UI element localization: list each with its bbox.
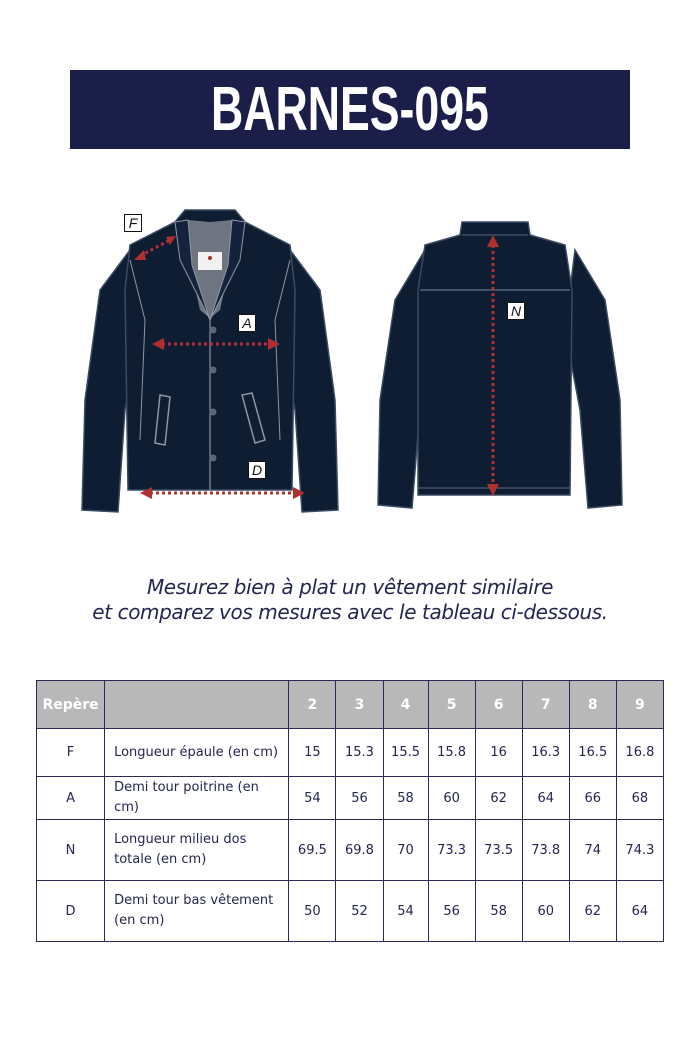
header-size: 6: [475, 681, 522, 729]
instructions-line-1: Mesurez bien à plat un vêtement similaire: [146, 575, 554, 599]
table-row: [37, 729, 664, 777]
header-size: 5: [428, 681, 475, 729]
header-size: 9: [616, 681, 663, 729]
cell-value: 15: [289, 729, 336, 777]
table-row: [37, 777, 664, 820]
header-repere: Repère: [37, 681, 105, 729]
cell-value: 64: [616, 881, 663, 942]
cell-label: Demi tour bas vêtement (en cm): [105, 881, 289, 942]
cell-value: 73.8: [522, 820, 569, 881]
header-size: 7: [522, 681, 569, 729]
table-header-row: [37, 681, 664, 729]
header-size: 3: [336, 681, 383, 729]
cell-value: 54: [383, 881, 428, 942]
table-row: [37, 881, 664, 942]
cell-value: 15.5: [383, 729, 428, 777]
cell-value: 73.5: [475, 820, 522, 881]
jacket-front-illustration: [70, 200, 350, 520]
header-size: 4: [383, 681, 428, 729]
cell-repere: D: [37, 881, 105, 942]
instructions-line-2: et comparez vos mesures avec le tableau ci-dessous.: [92, 600, 608, 624]
cell-value: 74: [569, 820, 616, 881]
cell-value: 16.3: [522, 729, 569, 777]
cell-value: 54: [289, 777, 336, 820]
cell-value: 73.3: [428, 820, 475, 881]
header-size: 2: [289, 681, 336, 729]
cell-label: Demi tour poitrine (en cm): [105, 777, 289, 820]
cell-value: 60: [428, 777, 475, 820]
table-row: [37, 820, 664, 881]
cell-value: 62: [569, 881, 616, 942]
cell-value: 74.3: [616, 820, 663, 881]
tag-n: N: [507, 302, 525, 320]
cell-value: 15.3: [336, 729, 383, 777]
cell-value: 16.8: [616, 729, 663, 777]
header-size: 8: [569, 681, 616, 729]
cell-value: 16.5: [569, 729, 616, 777]
title-banner: [70, 70, 630, 149]
cell-value: 56: [336, 777, 383, 820]
cell-value: 64: [522, 777, 569, 820]
cell-value: 69.5: [289, 820, 336, 881]
cell-value: 69.8: [336, 820, 383, 881]
cell-value: 66: [569, 777, 616, 820]
size-chart-table: [36, 680, 664, 942]
tag-d: D: [248, 461, 266, 479]
cell-value: 58: [475, 881, 522, 942]
cell-value: 56: [428, 881, 475, 942]
product-title: BARNES-095: [211, 74, 489, 144]
cell-value: 68: [616, 777, 663, 820]
tag-a: A: [238, 314, 256, 332]
cell-value: 52: [336, 881, 383, 942]
cell-value: 60: [522, 881, 569, 942]
cell-label: Longueur milieu dos totale (en cm): [105, 820, 289, 881]
jacket-back-illustration: [350, 200, 650, 520]
jacket-illustrations: [60, 200, 650, 530]
cell-value: 70: [383, 820, 428, 881]
cell-label: Longueur épaule (en cm): [105, 729, 289, 777]
measurement-instructions: [0, 575, 700, 625]
tag-f: F: [124, 214, 142, 232]
cell-repere: F: [37, 729, 105, 777]
cell-value: 16: [475, 729, 522, 777]
cell-repere: A: [37, 777, 105, 820]
cell-value: 58: [383, 777, 428, 820]
header-label: [105, 681, 289, 729]
cell-value: 62: [475, 777, 522, 820]
cell-value: 15.8: [428, 729, 475, 777]
cell-value: 50: [289, 881, 336, 942]
cell-repere: N: [37, 820, 105, 881]
